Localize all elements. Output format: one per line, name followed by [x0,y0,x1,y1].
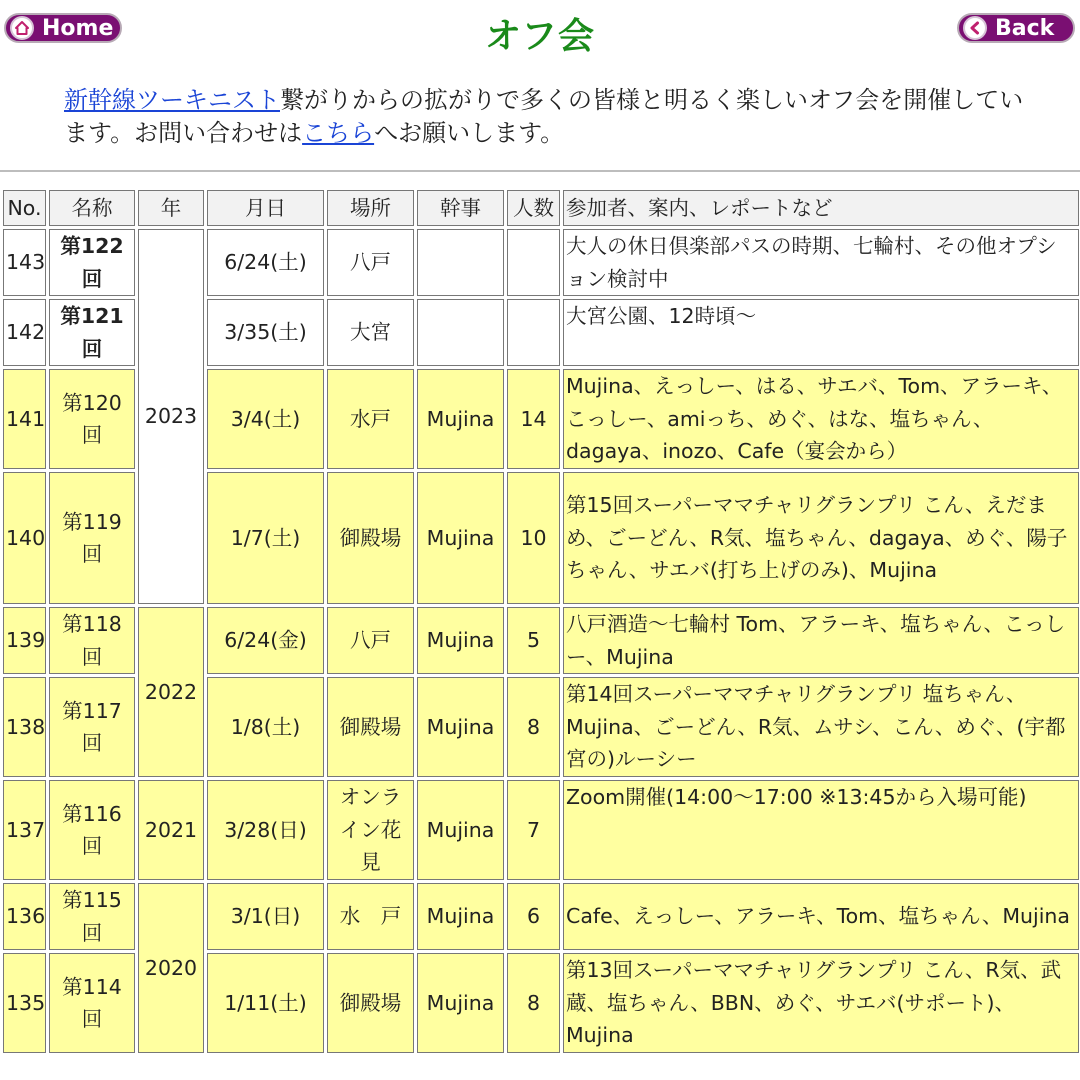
row-note: Zoom開催(14:00～17:00 ※13:45から入場可能) [563,780,1079,880]
row-count: 6 [507,883,560,950]
row-note: 大人の休日倶楽部パスの時期、七輪村、その他オプション検討中 [563,229,1079,296]
row-place: 大宮 [327,299,414,366]
row-note: Cafe、えっしー、アラーキ、Tom、塩ちゃん、Mujina [563,883,1079,950]
row-date: 6/24(土) [207,229,324,296]
row-count: 8 [507,677,560,777]
back-button[interactable] [957,13,1075,43]
col-header-name: 名称 [49,190,135,226]
row-name: 第119回 [49,472,135,604]
row-organizer: Mujina [417,472,504,604]
row-count: 8 [507,953,560,1053]
row-note: 第14回スーパーママチャリグランプリ 塩ちゃん、Mujina、ごーどん、R気、ムサシ、こん、めぐ、(宇都宮の)ルーシー [563,677,1079,777]
row-note: Mujina、えっしー、はる、サエバ、Tom、アラーキ、こっしー、amiっち、めぐ、はな、塩ちゃん、dagaya、inozo、Cafe（宴会から） [563,369,1079,469]
row-no: 138 [3,677,46,777]
row-note: 第15回スーパーママチャリグランプリ こん、えだまめ、ごーどん、R気、塩ちゃん、dagaya、めぐ、陽子ちゃん、サエバ(打ち上げのみ)、Mujina [563,472,1079,604]
col-header-note: 参加者、案内、レポートなど [563,190,1079,226]
row-count [507,229,560,296]
row-name: 第114回 [49,953,135,1053]
row-count: 14 [507,369,560,469]
row-count: 7 [507,780,560,880]
row-name: 第115回 [49,883,135,950]
intro-text-2: へお願いします。 [374,119,565,147]
row-name: 第122回 [49,229,135,296]
year-cell: 2020 [138,883,204,1053]
table-row [3,607,1079,674]
row-organizer: Mujina [417,883,504,950]
row-no: 136 [3,883,46,950]
row-organizer: Mujina [417,953,504,1053]
year-cell: 2022 [138,607,204,777]
row-count: 5 [507,607,560,674]
row-no: 140 [3,472,46,604]
row-name: 第121回 [49,299,135,366]
row-organizer: Mujina [417,677,504,777]
row-no: 143 [3,229,46,296]
contact-link[interactable]: こちら [302,119,375,147]
row-no: 142 [3,299,46,366]
row-date: 1/7(土) [207,472,324,604]
col-header-no: No. [3,190,46,226]
row-date: 1/11(土) [207,953,324,1053]
col-header-count: 人数 [507,190,560,226]
row-no: 139 [3,607,46,674]
row-count: 10 [507,472,560,604]
page-title: オフ会 [485,16,595,57]
col-header-year: 年 [138,190,204,226]
col-header-place: 場所 [327,190,414,226]
row-place: 水 戸 [327,883,414,950]
row-organizer: Mujina [417,607,504,674]
col-header-date: 月日 [207,190,324,226]
row-date: 3/4(土) [207,369,324,469]
row-name: 第120回 [49,369,135,469]
row-date: 3/35(土) [207,299,324,366]
row-date: 3/28(日) [207,780,324,880]
divider [0,170,1080,172]
intro-text-1: 繋がりからの拡がりで多くの皆様と明るく楽しいオフ会を開催しています。お問い合わせは [64,86,1024,147]
row-place: 御殿場 [327,472,414,604]
year-cell: 2021 [138,780,204,880]
col-header-organizer: 幹事 [417,190,504,226]
row-name: 第116回 [49,780,135,880]
row-organizer [417,229,504,296]
table-row [3,780,1079,880]
row-place: 八戸 [327,229,414,296]
year-cell: 2023 [138,229,204,604]
row-place: 御殿場 [327,953,414,1053]
table-row [3,883,1079,950]
row-date: 1/8(土) [207,677,324,777]
row-name: 第118回 [49,607,135,674]
row-organizer [417,299,504,366]
header [0,0,1080,60]
row-organizer: Mujina [417,369,504,469]
row-no: 137 [3,780,46,880]
row-no: 135 [3,953,46,1053]
shinkansen-tsukinist-link[interactable]: 新幹線ツーキニスト [64,86,280,114]
back-label: Back [995,15,1055,41]
row-place: 御殿場 [327,677,414,777]
row-note: 第13回スーパーママチャリグランプリ こん、R気、武蔵、塩ちゃん、BBN、めぐ、サエバ(サポート)、Mujina [563,953,1079,1053]
table-header-row [3,190,1079,226]
row-count [507,299,560,366]
row-place: 八戸 [327,607,414,674]
row-place: オンライン花見 [327,780,414,880]
table-row [3,229,1079,296]
row-note: 八戸酒造～七輪村 Tom、アラーキ、塩ちゃん、こっしー、Mujina [563,607,1079,674]
chevron-left-icon [963,16,987,40]
row-note: 大宮公園、12時頃～ [563,299,1079,366]
row-place: 水戸 [327,369,414,469]
row-organizer: Mujina [417,780,504,880]
row-name: 第117回 [49,677,135,777]
offkai-table [0,187,1080,1056]
row-no: 141 [3,369,46,469]
row-date: 6/24(金) [207,607,324,674]
intro-text [64,84,1040,150]
home-label: Home [42,15,114,41]
row-date: 3/1(日) [207,883,324,950]
